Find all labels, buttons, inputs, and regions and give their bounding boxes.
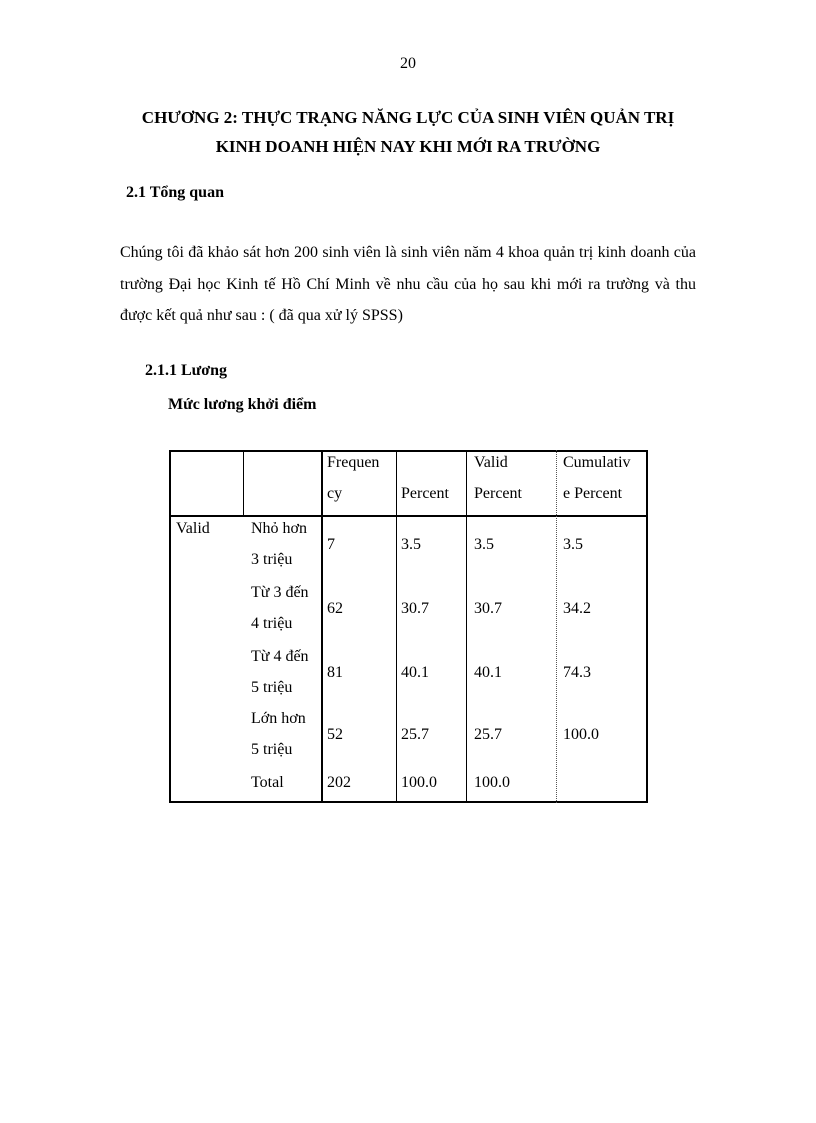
row-label-line-1: Lớn hơn xyxy=(251,710,306,727)
cell-valid-percent: 30.7 xyxy=(474,600,502,617)
row-label-line-2: 3 triệu xyxy=(251,551,293,568)
cell-cumulative-percent: 100.0 xyxy=(563,726,599,743)
table-col-line-2 xyxy=(466,450,467,803)
chapter-title xyxy=(110,103,706,161)
row-label-line-1: Từ 3 đến xyxy=(251,584,309,601)
chapter-title-line-1: CHƯƠNG 2: THỰC TRẠNG NĂNG LỰC CỦA SINH VIÊN QUẢN TRỊ xyxy=(141,108,675,127)
cell-cumulative-percent: 74.3 xyxy=(563,664,591,681)
cell-percent: 30.7 xyxy=(401,600,429,617)
cell-percent: 25.7 xyxy=(401,726,429,743)
page-number: 20 xyxy=(400,55,416,72)
cell-frequency: 7 xyxy=(327,536,335,553)
header-cumulative-line-1: Cumulativ xyxy=(563,454,631,471)
table-stub-line xyxy=(243,450,244,516)
cell-valid-percent: 3.5 xyxy=(474,536,494,553)
group-label: Valid xyxy=(176,520,210,537)
table-border-bottom xyxy=(169,801,648,803)
section-heading: 2.1 Tổng quan xyxy=(126,184,224,201)
table-header-separator xyxy=(169,515,648,517)
chapter-title-line-2: KINH DOANH HIỆN NAY KHI MỚI RA TRƯỜNG xyxy=(215,137,601,156)
table-col-line-3 xyxy=(556,450,557,803)
cell-percent: 3.5 xyxy=(401,536,421,553)
row-label-line-2: 5 triệu xyxy=(251,679,293,696)
cell-valid-percent: 40.1 xyxy=(474,664,502,681)
cell-frequency: 81 xyxy=(327,664,343,681)
header-valid-percent-line-2: Percent xyxy=(474,485,522,502)
row-label-line-1: Từ 4 đến xyxy=(251,648,309,665)
header-frequency-line-1: Frequen xyxy=(327,454,380,471)
header-cumulative-line-2: e Percent xyxy=(563,485,623,502)
header-percent: Percent xyxy=(401,485,449,502)
salary-frequency-table xyxy=(169,450,648,803)
header-frequency-line-2: cy xyxy=(327,485,343,502)
table-col-line-1 xyxy=(396,450,397,803)
table-label-separator xyxy=(321,450,323,803)
header-valid-percent-line-1: Valid xyxy=(474,454,508,471)
cell-valid-percent: 25.7 xyxy=(474,726,502,743)
total-label: Total xyxy=(251,774,284,791)
cell-cumulative-percent: 34.2 xyxy=(563,600,591,617)
table-caption: Mức lương khởi điểm xyxy=(168,396,317,413)
total-frequency: 202 xyxy=(327,774,351,791)
body-paragraph: Chúng tôi đã khảo sát hơn 200 sinh viên là sinh viên năm 4 khoa quản trị kinh doanh của trường Đại học Kinh tế Hồ Chí Minh về nhu cầu của họ sau khi mới ra trường và thu được kết quả như sau : ( đã qua xử lý SPSS) xyxy=(120,244,696,324)
row-label-line-2: 5 triệu xyxy=(251,741,293,758)
subsection-heading: 2.1.1 Lương xyxy=(145,362,228,379)
cell-cumulative-percent: 3.5 xyxy=(563,536,583,553)
total-valid-percent: 100.0 xyxy=(474,774,510,791)
total-percent: 100.0 xyxy=(401,774,437,791)
row-label-line-2: 4 triệu xyxy=(251,615,293,632)
cell-frequency: 62 xyxy=(327,600,343,617)
cell-percent: 40.1 xyxy=(401,664,429,681)
cell-frequency: 52 xyxy=(327,726,343,743)
table-border-right xyxy=(646,450,648,803)
row-label-line-1: Nhỏ hơn xyxy=(251,520,308,537)
table-border-left xyxy=(169,450,171,803)
